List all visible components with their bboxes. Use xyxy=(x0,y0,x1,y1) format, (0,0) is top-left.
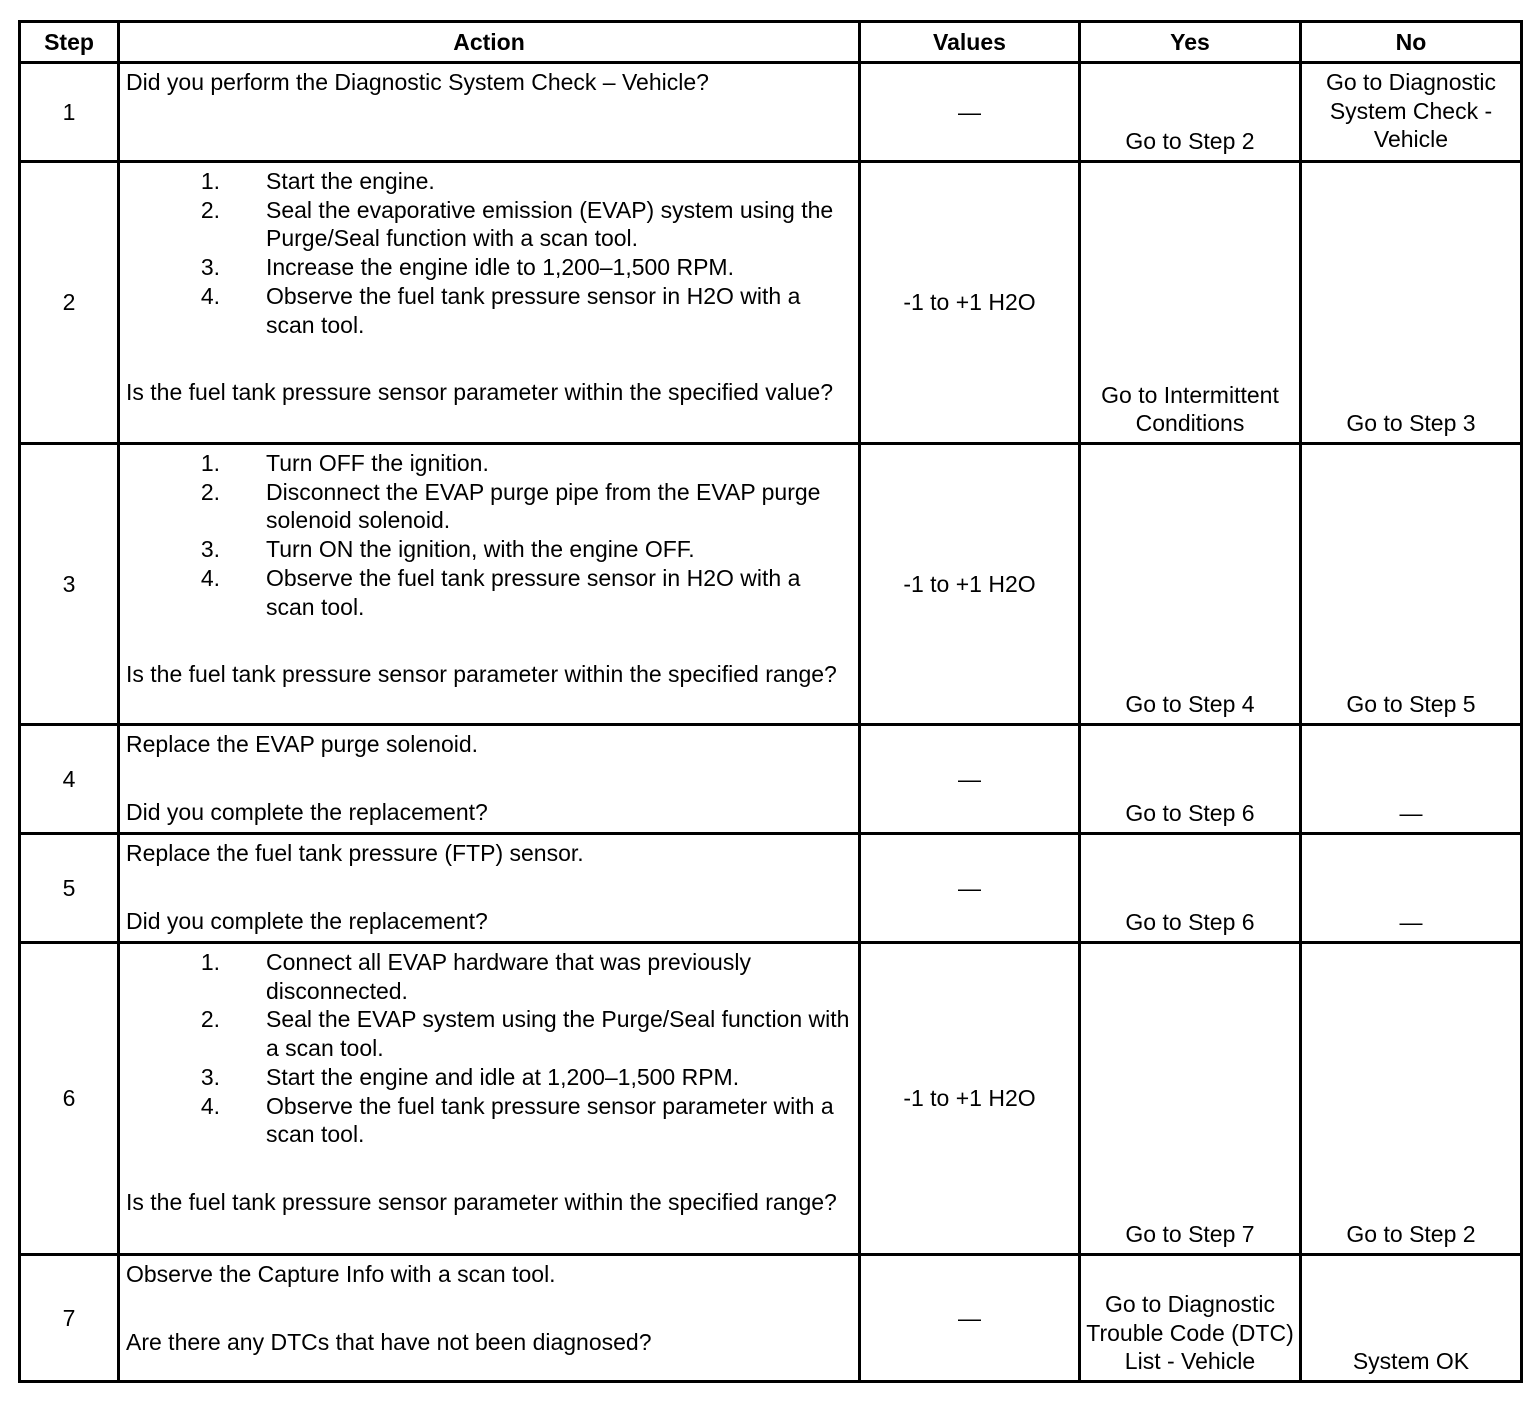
action-intro: Did you perform the Diagnostic System Check – Vehicle? xyxy=(126,69,709,95)
action-step-number: 1. xyxy=(200,168,220,194)
table-row xyxy=(20,725,1522,834)
table-row xyxy=(20,162,1522,444)
action-step-item xyxy=(126,167,852,196)
step-number: 6 xyxy=(20,943,119,1255)
action-cell xyxy=(119,725,860,834)
step-number: 2 xyxy=(20,162,119,444)
action-question: Is the fuel tank pressure sensor parameter within the specified range? xyxy=(126,661,837,688)
action-step-number: 3. xyxy=(200,536,220,563)
action-step-text: Increase the engine idle to 1,200–1,500 RPM. xyxy=(266,254,734,281)
action-step-text: Start the engine and idle at 1,200–1,500 RPM. xyxy=(266,1063,740,1090)
table-row xyxy=(20,1255,1522,1382)
diagnostic-table xyxy=(18,20,1523,1383)
no-result: Go to Step 5 xyxy=(1301,444,1522,725)
action-step-item xyxy=(126,253,852,282)
action-intro: Observe the Capture Info with a scan tool. xyxy=(126,1261,556,1287)
action-step-item xyxy=(126,1063,852,1092)
action-cell xyxy=(119,834,860,943)
action-intro: Replace the fuel tank pressure (FTP) sensor. xyxy=(126,840,584,866)
action-step-number: 2. xyxy=(200,196,220,223)
step-number: 5 xyxy=(20,834,119,943)
action-step-number: 1. xyxy=(200,949,220,975)
action-step-number: 1. xyxy=(200,450,220,476)
action-step-text: Turn ON the ignition, with the engine OFF. xyxy=(266,536,695,563)
action-step-item xyxy=(126,1092,852,1149)
no-result: System OK xyxy=(1301,1255,1522,1382)
action-step-text: Disconnect the EVAP purge pipe from the EVAP purge solenoid solenoid. xyxy=(266,478,821,534)
table-row xyxy=(20,63,1522,162)
header-yes: Yes xyxy=(1080,22,1301,63)
action-step-number: 2. xyxy=(200,478,220,505)
action-question: Did you complete the replacement? xyxy=(126,798,488,825)
no-result: Go to Step 3 xyxy=(1301,162,1522,444)
action-step-text: Connect all EVAP hardware that was previously disconnected. xyxy=(266,949,751,1004)
header-values: Values xyxy=(860,22,1080,63)
yes-result: Go to Diagnostic Trouble Code (DTC) List - Vehicle xyxy=(1080,1255,1301,1382)
table-row xyxy=(20,834,1522,943)
values-cell: — xyxy=(860,1255,1080,1382)
action-cell xyxy=(119,1255,860,1382)
action-step-number: 4. xyxy=(200,564,220,591)
header-step: Step xyxy=(20,22,119,63)
header-no: No xyxy=(1301,22,1522,63)
action-step-text: Seal the EVAP system using the Purge/Seal function with a scan tool. xyxy=(266,1006,850,1062)
step-number: 1 xyxy=(20,63,119,162)
table-row xyxy=(20,943,1522,1255)
action-step-item xyxy=(126,196,852,253)
action-cell xyxy=(119,63,860,162)
no-result: Go to Step 2 xyxy=(1301,943,1522,1255)
action-step-text: Observe the fuel tank pressure sensor in H2O with a scan tool. xyxy=(266,564,801,620)
no-result: — xyxy=(1301,725,1522,834)
action-step-item xyxy=(126,1005,852,1062)
action-step-item xyxy=(126,564,852,621)
values-cell: — xyxy=(860,725,1080,834)
action-step-text: Seal the evaporative emission (EVAP) system using the Purge/Seal function with a scan tool. xyxy=(266,196,834,252)
action-step-item xyxy=(126,449,852,478)
values-cell: — xyxy=(860,63,1080,162)
action-cell xyxy=(119,162,860,444)
action-step-text: Observe the fuel tank pressure sensor parameter with a scan tool. xyxy=(266,1092,834,1148)
action-step-item xyxy=(126,535,852,564)
action-question: Did you complete the replacement? xyxy=(126,907,488,934)
action-question: Are there any DTCs that have not been diagnosed? xyxy=(126,1328,652,1355)
action-step-number: 3. xyxy=(200,254,220,281)
step-number: 7 xyxy=(20,1255,119,1382)
yes-result: Go to Step 4 xyxy=(1080,444,1301,725)
step-number: 3 xyxy=(20,444,119,725)
values-cell: -1 to +1 H2O xyxy=(860,444,1080,725)
action-cell xyxy=(119,943,860,1255)
action-step-number: 4. xyxy=(200,1092,220,1119)
action-question: Is the fuel tank pressure sensor parameter within the specified value? xyxy=(126,379,833,406)
yes-result: Go to Step 6 xyxy=(1080,725,1301,834)
action-step-text: Turn OFF the ignition. xyxy=(266,450,489,476)
action-step-item xyxy=(126,282,852,339)
action-step-number: 2. xyxy=(200,1006,220,1033)
values-cell: -1 to +1 H2O xyxy=(860,943,1080,1255)
action-step-number: 3. xyxy=(200,1063,220,1090)
yes-result: Go to Step 7 xyxy=(1080,943,1301,1255)
header-row xyxy=(20,22,1522,63)
action-question: Is the fuel tank pressure sensor parameter within the specified range? xyxy=(126,1188,837,1215)
no-result: — xyxy=(1301,834,1522,943)
no-result: Go to Diagnostic System Check - Vehicle xyxy=(1301,63,1522,162)
action-step-number: 4. xyxy=(200,282,220,309)
action-intro: Replace the EVAP purge solenoid. xyxy=(126,731,479,757)
yes-result: Go to Intermittent Conditions xyxy=(1080,162,1301,444)
table-row xyxy=(20,444,1522,725)
action-step-item xyxy=(126,948,852,1005)
action-step-text: Start the engine. xyxy=(266,168,435,194)
values-cell: -1 to +1 H2O xyxy=(860,162,1080,444)
header-action: Action xyxy=(119,22,860,63)
step-number: 4 xyxy=(20,725,119,834)
action-step-text: Observe the fuel tank pressure sensor in H2O with a scan tool. xyxy=(266,282,801,338)
yes-result: Go to Step 2 xyxy=(1080,63,1301,162)
action-cell xyxy=(119,444,860,725)
yes-result: Go to Step 6 xyxy=(1080,834,1301,943)
action-step-item xyxy=(126,478,852,535)
values-cell: — xyxy=(860,834,1080,943)
